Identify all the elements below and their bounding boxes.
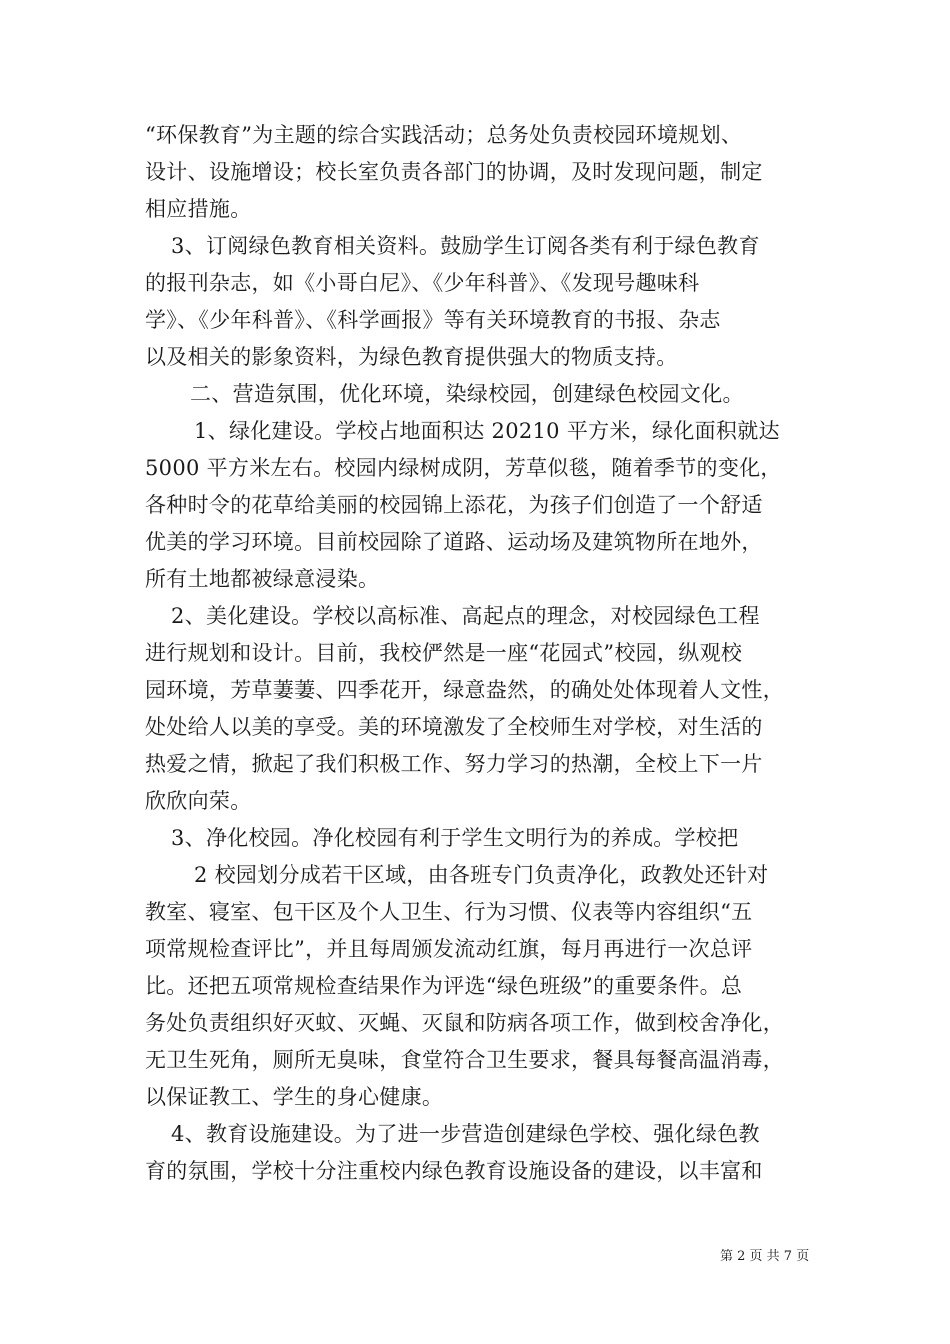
text-line: 各种时令的花草给美丽的校园锦上添花，为孩子们创造了一个舒适	[145, 493, 763, 517]
text-line: 学》、《少年科普》、《科学画报》等有关环境教育的书报、杂志	[145, 308, 721, 332]
section-heading: 二、营造氛围，优化环境，染绿校园，创建绿色校园文化。	[190, 382, 744, 406]
text-line: 优美的学习环境。目前校园除了道路、运动场及建筑物所在地外，	[145, 530, 763, 554]
text-line: 进行规划和设计。目前，我校俨然是一座“花园式”校园，纵观校	[145, 641, 743, 665]
text-line: 无卫生死角，厕所无臭味，食堂符合卫生要求，餐具每餐高温消毒，	[145, 1048, 784, 1072]
text-line: 相应措施。	[145, 197, 252, 221]
text-line: 3、净化校园。净化校园有利于学生文明行为的养成。学校把	[171, 826, 739, 850]
page-number-footer: 第 2 页 共 7 页	[720, 1249, 810, 1264]
text-line: 务处负责组织好灭蚊、灭蝇、灭鼠和防病各项工作，做到校舍净化，	[145, 1011, 784, 1035]
text-line: 3、订阅绿色教育相关资料。鼓励学生订阅各类有利于绿色教育	[171, 234, 760, 258]
text-line: 以保证教工、学生的身心健康。	[145, 1085, 444, 1109]
text-line: 2、美化建设。学校以高标准、高起点的理念，对校园绿色工程	[171, 604, 760, 628]
text-line: 以及相关的影象资料，为绿色教育提供强大的物质支持。	[145, 345, 678, 369]
text-line: 1、绿化建设。学校占地面积达 20210 平方米，绿化面积就达	[194, 419, 780, 443]
text-line: “环保教育”为主题的综合实践活动；总务处负责校园环境规划、	[145, 123, 743, 147]
text-line: 的报刊杂志，如《小哥白尼》、《少年科普》、《发现号趣味科	[145, 271, 700, 295]
text-line: 园环境，芳草萋萋、四季花开，绿意盎然，的确处处体现着人文性，	[145, 678, 784, 702]
text-line: 比。还把五项常规检查结果作为评选“绿色班级”的重要条件。总	[145, 974, 743, 998]
text-line: 所有土地都被绿意浸染。	[145, 567, 380, 591]
text-line: 4、教育设施建设。为了进一步营造创建绿色学校、强化绿色教	[171, 1122, 760, 1146]
text-line: 2 校园划分成若干区域，由各班专门负责净化，政教处还针对	[194, 863, 769, 887]
text-line: 项常规检查评比”，并且每周颁发流动红旗，每月再进行一次总评	[145, 937, 753, 961]
text-line: 热爱之情，掀起了我们积极工作、努力学习的热潮，全校上下一片	[145, 752, 763, 776]
text-line: 5000 平方米左右。校园内绿树成阴，芳草似毯，随着季节的变化，	[145, 456, 782, 480]
text-line: 育的氛围，学校十分注重校内绿色教育设施设备的建设，以丰富和	[145, 1159, 763, 1183]
text-line: 欣欣向荣。	[145, 789, 252, 813]
text-line: 处处给人以美的享受。美的环境激发了全校师生对学校，对生活的	[145, 715, 763, 739]
body-text	[145, 117, 815, 1190]
text-line: 设计、设施增设；校长室负责各部门的协调，及时发现问题，制定	[145, 160, 763, 184]
text-line: 教室、寝室、包干区及个人卫生、行为习惯、仪表等内容组织“五	[145, 900, 753, 924]
